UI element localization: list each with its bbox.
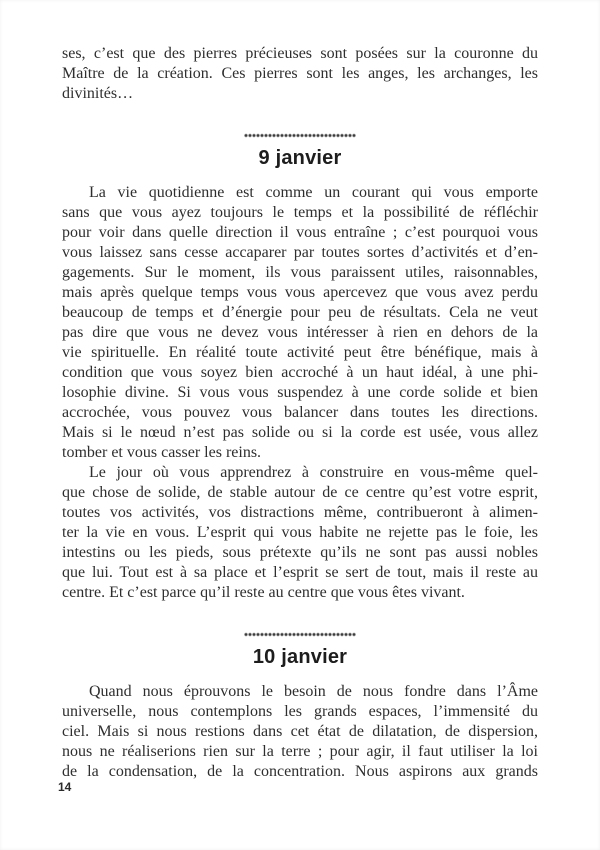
- text-line: sans que vous ayez toujours le temps et la possibilité de réfléchir: [62, 204, 538, 221]
- text-line: ciel. Mais si nous restions dans cet état de dilatation, de dispersion,: [62, 723, 538, 740]
- text-line: nous ne réaliserions rien sur la terre ; pour agir, il faut utiliser la loi: [62, 743, 538, 760]
- text-line: La vie quotidienne est comme un courant qui vous emporte: [89, 184, 538, 201]
- chain-divider-ornament: [244, 133, 356, 138]
- section-10-janvier: [62, 632, 538, 782]
- text-line: condition que vous soyez bien accroché à un haut idéal, à une phi-: [62, 364, 538, 381]
- text-line: accrochée, vous pouvez vous balancer dans toutes les directions.: [62, 404, 538, 421]
- text-line: ter la vie en vous. L’esprit qui vous habite ne rejette pas le foie, les: [62, 524, 538, 541]
- text-line: intestins ou les pieds, sous prétexte qu’ils ne sont pas aussi nobles: [62, 544, 538, 561]
- intro-paragraph: [62, 44, 538, 104]
- text-line: gagements. Sur le moment, ils vous paraissent utiles, raisonnables,: [62, 264, 538, 281]
- text-line: centre. Et c’est parce qu’il reste au centre que vous êtes vivant.: [62, 584, 465, 601]
- text-line: toutes vos activités, vos distractions même, contribueront à alimen-: [62, 504, 538, 521]
- text-line: pour voir dans quelle direction il vous entraîne ; c’est pourquoi vous: [62, 224, 538, 241]
- text-line: universelle, nous contemplons les grands espaces, l’immensité du: [62, 703, 538, 720]
- page-number: 14: [58, 780, 72, 794]
- section-heading: 10 janvier: [252, 646, 348, 668]
- text-line: divinités…: [62, 85, 134, 102]
- section-9-janvier: [62, 133, 538, 603]
- text-line: de la condensation, de la concentration. Nous aspirons aux grands: [62, 763, 538, 780]
- text-block: [62, 44, 538, 782]
- text-line: tomber et vous casser les reins.: [62, 444, 262, 461]
- paragraph: [62, 682, 538, 782]
- text-line: losophie divine. Si vous vous suspendez à une corde solide et bien: [62, 384, 538, 401]
- text-line: ses, c’est que des pierres précieuses sont posées sur la couronne du: [62, 45, 538, 62]
- paragraph: [62, 463, 538, 603]
- text-line: Le jour où vous apprendrez à construire en vous-même quel-: [89, 464, 538, 481]
- text-line: mais après quelque temps vous vous apercevez que vous avez perdu: [62, 284, 538, 301]
- text-line: beaucoup de temps et d’énergie pour peu de résultats. Cela ne veut: [62, 304, 538, 321]
- section-heading: 9 janvier: [258, 147, 342, 169]
- paragraph: [62, 183, 538, 463]
- text-line: Maître de la création. Ces pierres sont les anges, les archanges, les: [62, 65, 538, 82]
- text-line: pas dire que vous ne devez vous intéresser à rien en dehors de la: [62, 324, 538, 341]
- chain-divider-ornament: [244, 632, 356, 637]
- text-line: que chose de solide, de stable autour de ce centre qu’est votre esprit,: [62, 484, 538, 501]
- text-line: Quand nous éprouvons le besoin de nous fondre dans l’Âme: [89, 683, 538, 700]
- text-line: que lui. Tout est à sa place et l’esprit se sert de tout, mais il reste au: [62, 564, 538, 581]
- text-line: Mais si le nœud n’est pas solide ou si la corde est usée, vous allez: [62, 424, 538, 441]
- text-line: vous laissez sans cesse accaparer par toutes sortes d’activités et d’en-: [62, 244, 538, 261]
- text-line: vie spirituelle. En réalité toute activité peut être bénéfique, mais à: [62, 344, 538, 361]
